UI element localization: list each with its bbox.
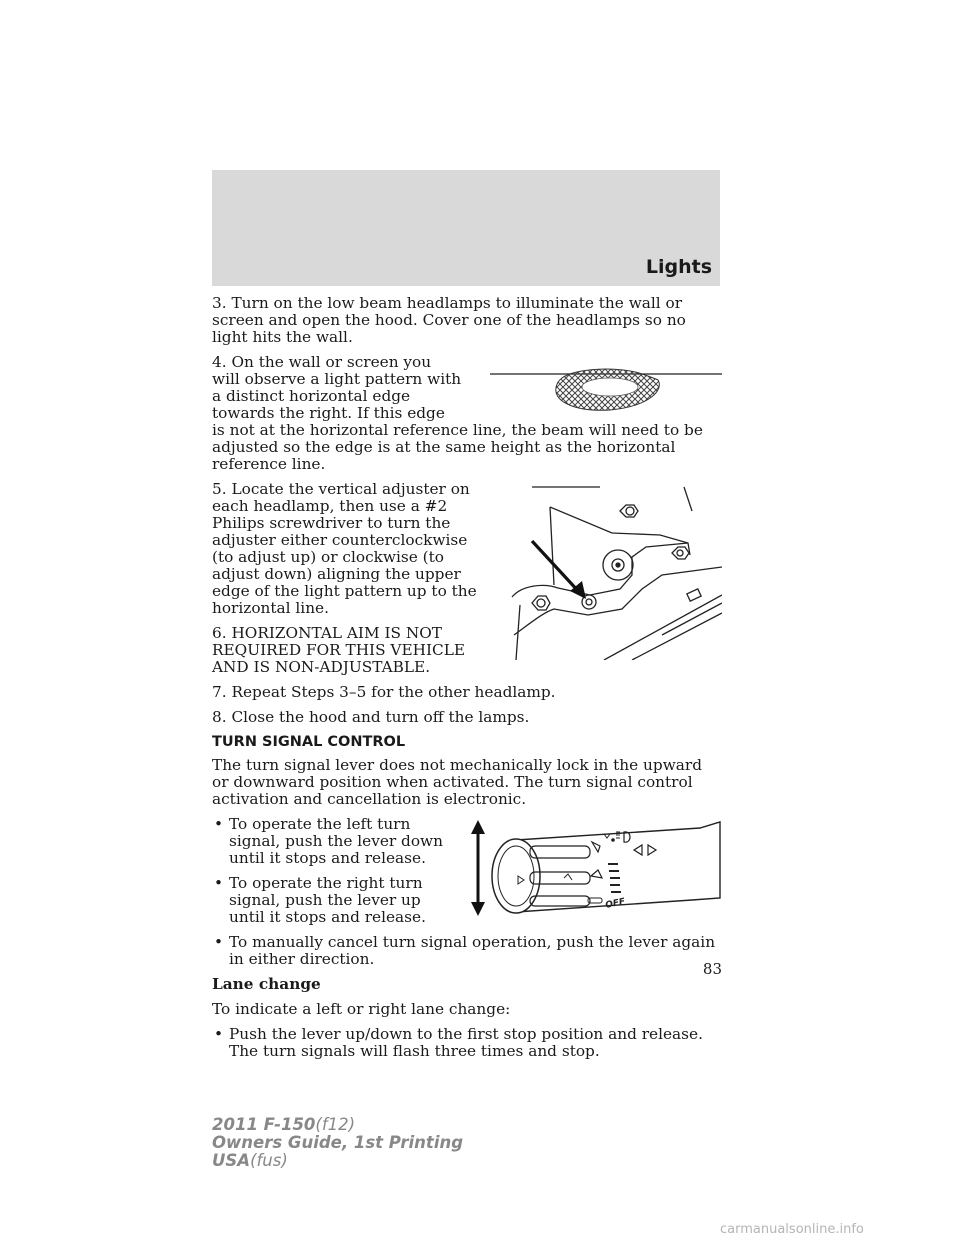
section-title: Lights (645, 256, 712, 278)
turn-signal-intro: The turn signal lever does not mechanically lock in the upward or downward position when activated. The turn signal control activation and cancellation is electronic. (212, 756, 703, 808)
lane-change-intro: To indicate a left or right lane change: (212, 1000, 511, 1018)
step-5: 5. Locate the vertical adjuster on each headlamp, then use a #2 Philips screwdriver to turn the adjuster either counterclockwise (to adjust up) or clockwise (to adjust down) aligning the upper edge of the light pattern up to the horizontal line. (212, 480, 477, 617)
lever-off-label: OFF (604, 897, 627, 911)
footer-guide: Owners Guide, 1st Printing (212, 1133, 464, 1152)
bullet-glyph: • (214, 1025, 224, 1043)
bullet-glyph: • (214, 874, 224, 892)
page-number: 83 (702, 960, 722, 978)
turn-signal-heading: TURN SIGNAL CONTROL (212, 734, 406, 750)
footer-market: USA (212, 1151, 251, 1170)
list-item: • To operate the right turn signal, push the lever up until it stops and release. (214, 874, 426, 926)
bullet-glyph: • (214, 933, 224, 951)
bullet-glyph: • (214, 815, 224, 833)
footer-model: 2011 F-150 (212, 1115, 316, 1134)
step-7: 7. Repeat Steps 3–5 for the other headlamp. (212, 683, 556, 701)
lane-change-bullets (212, 1026, 722, 1060)
section-header-band (212, 170, 720, 286)
footer-print-info (212, 1116, 463, 1170)
beam-pattern-illustration (470, 354, 722, 416)
page-content (212, 295, 722, 1068)
turn-signal-bullets (212, 816, 722, 968)
step-8: 8. Close the hood and turn off the lamps. (212, 708, 530, 726)
lane-change-heading: Lane change (212, 975, 321, 993)
headlamp-adjuster-illustration (492, 485, 722, 660)
step-6: 6. HORIZONTAL AIM IS NOT REQUIRED FOR THIS VEHICLE AND IS NON-ADJUSTABLE. (212, 624, 466, 676)
footer-model-code: (f12) (315, 1115, 356, 1134)
footer-market-code: (fus) (250, 1151, 288, 1170)
list-item: • Push the lever up/down to the first stop position and release. The turn signals will flash three times and stop. (214, 1025, 703, 1060)
watermark-link[interactable]: carmanualsonline.info (720, 1222, 864, 1237)
step-3: 3. Turn on the low beam headlamps to illuminate the wall or screen and open the hood. Cover one of the headlamps so no light hits the wall. (212, 294, 686, 346)
list-item: • To operate the left turn signal, push the lever down until it stops and release. (214, 815, 444, 867)
list-item: • To manually cancel turn signal operation, push the lever again in either direction. (214, 933, 716, 968)
step-4: 4. On the wall or screen you will observe a light pattern with a distinct horizontal edge towards the right. If this edge is not at the horizontal reference line, the beam will need to be adjusted so the edge is at the same height as the horizontal reference line. (212, 353, 703, 473)
